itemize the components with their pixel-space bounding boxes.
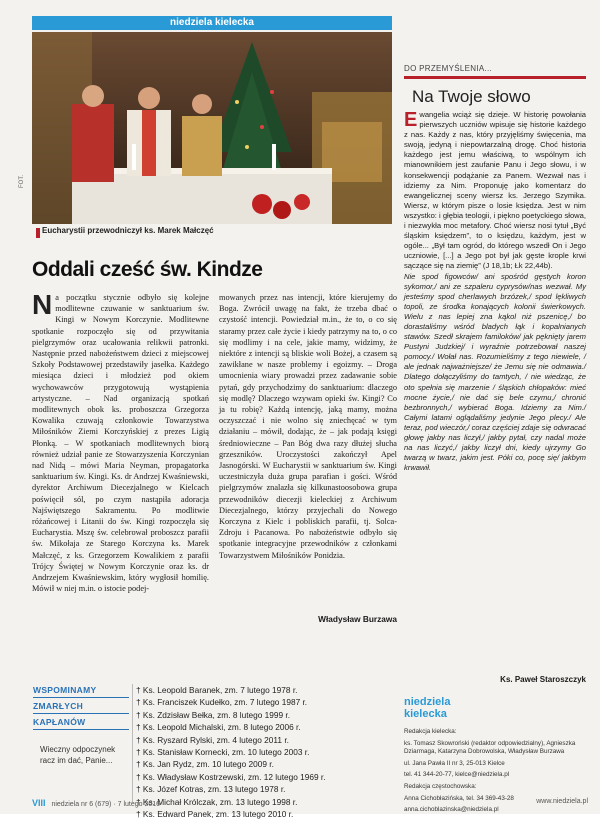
memorial-item: † Ks. Franciszek Kudełko, zm. 7 lutego 1987 r. [136,697,308,708]
memorial-heading-1: WSPOMINAMY [33,685,97,695]
memorial-item: † Ks. Michał Królczak, zm. 13 lutego 1998 r. [136,796,298,807]
memorial-item: † Ks. Leopold Baranek, zm. 7 lutego 1978 r. [136,685,298,695]
editorial-line: ul. Jana Pawła II nr 3, 25-013 Kielce [404,759,505,767]
poem-author: Ks. Paweł Staroszczyk [500,675,586,684]
memorial-item: † Ks. Stanisław Kornecki, zm. 10 lutego 2003 r. [136,747,310,758]
article-author: Władysław Burzawa [318,614,397,624]
page-footer [32,798,588,808]
photo-credit: FOT. [19,175,25,188]
memorial-rule [33,713,129,714]
sidebar-poem: Nie spod figowców/ ani spośród gęstych koron sykomor,/ ani ze szpaleru cyprysów/nas wezwał. My jesteśmy spod cherlawych brzózek,/ spod lękliwych topoli, ze środka konających kolonii świerkowych. Wielu z nas lepiej zna kąkol niż pszenicę,/ bo dorastaliśmy wśród bladych łąk i kopalnianych stawów. Szedł skrajem familoków/ jak pęknięty jarem Pustyni Judzkiej/ i wyraźnie potrzebował naszej pomocy./ Wołał nas. Rozumieliśmy z tego niewiele, / ale jednak najważniejsze/ że Jemu się nie odmawia./ Dlatego dołączyliśmy do tamtych, / nie wiedząc, że oto spełnia się marzenie / śląskich chłopaków: mieć mocne życie,/ nie dać się bele czymu,/ chronić bezbronnych,/ wybierać Boga. Idziemy za Nim./ Całymi latami oglądaliśmy jedynie Jego plecy./ Ale teraz, pod wieczór,/ coraz częściej zdaje się odwracać głowę jakby nas liczył,/ jakby pytał, czy nadal może na nas liczyć,/ jakby liczył dni, kiedy ujrzymy Go twarzą w twarz, jakim jest. Póki co, pocę się/ jakbym krwawił. [404,271,586,473]
memorial-item: † Ks. Władysław Kostrzewski, zm. 12 lutego 1969 r. [136,771,326,782]
memorial-heading-2: ZMARŁYCH [33,701,84,711]
sidebar-title: Na Twoje słowo [412,87,531,106]
photo-caption: Eucharystii przewodniczył ks. Marek Małczęć [42,226,214,235]
memorial-item: † Ks. Edward Panek, zm. 13 lutego 2010 r. [136,809,294,820]
editorial-line: Redakcja kielecka: [404,728,457,735]
page-number: VIII [32,798,46,808]
sidebar-body-text: wangelia wciąż się dzieje. W historię powołania pierwszych uczniów wpisuje się historie każdego z nas. Każdy z nas, który przyjęliśmy święcenia, ma swoją, jedyną i niepowtarzalną drogę. Choć historia każdego jest jemu właściwą, to wspólnym ich mianownikiem jest zaufanie Panu i Jego słowu, i w konsekwencji podążanie za Panem. Wezwał nas i idziemy za Nim. Proponuję jako komentarz do ewangelicznej sceny wiersz ks. Jerzego Szymika. Wiersz, w którym pisze o losie księdza. Jest w nim wszystko: i głębia teologii, i piękno poetyckiego słowa, i niezwykła moc metafory. Choć wiersz nosi tytuł „Być śląskim księdzem”, to o księdzu, każdym, jest w ogóle... „Był tam ogród, do którego wszedł On i Jego uczniowie, [...] a Jego pot był jak gęste krople krwi sączące się na ziemię” (J 18,1b; Łk 22,44b). [404,110,586,271]
memorial-divider [132,684,133,802]
editorial-logo-line-1: niedziela [404,696,451,708]
footer-website: www.niedziela.pl [536,798,588,805]
memorial-heading-3: KAPŁANÓW [33,717,86,727]
section-header: niedziela kielecka [32,16,392,30]
editorial-line: anna.cichoblazinska@niedziela.pl [404,806,499,814]
memorial-item: † Ks. Ryszard Rylski, zm. 4 lutego 2011 r. [136,734,289,745]
sidebar-dropcap: E [404,109,418,131]
editorial-line: ks. Tomasz Skowroński (redaktor odpowiedzialny), Agnieszka Dziarmaga, Katarzyna Dobrowolska, Władysław Burzawa [404,739,576,756]
footer-issue: niedziela nr 6 (679) · 7 lutego 2016 [51,801,161,808]
sidebar-rule [404,76,586,79]
editorial-logo [404,696,462,722]
sidebar-kicker: DO PRZEMYŚLENIA... [404,64,493,73]
article-headline: Oddali cześć św. Kindze [32,258,263,281]
memorial-note: Wieczny odpoczynek racz im dać, Panie... [40,745,116,765]
article-column-1-text: a początku stycznie odbyło się kolejne modlitewne czuwanie w sanktuarium św. Kingi w Nowym Korczynie. Modlitewne spotkanie rozpoczęło się od przywitania pielgrzymów oraz ucałowania relikwii patronki. Następnie przed nabożeństwem dzieci z miejscowej Szkoły Podstawowej przedstawiły jasełka. Każdego miesiąca dzieci i młodzież pod okiem wychowawców przygotowują wystąpienia artystyczne. – Nad organizacją spotkań modlitewnych obok ks. proboszcza Grzegorza Kowalika czuwają członkowie Towarzystwa Miłośników Ziemi Korczyńskiej z prezes Ligią Płonką. – W spotkaniach modlitewnych biorą również udział panie ze Stowarzyszenia Korczynian nad Nidą – mówi Maria Neyman, propagatorka sanktuarium św. Kingi. Ks. dr Andrzej Kwaśniewski, dyrektor Archiwum Diecezjalnego w Kielcach poświęcił sól, po czym nastąpiła adoracja Najświętszego Sakramentu. Po modlitwie różańcowej i Litanii do św. Kingi rozpoczęła się Eucharystia. Mszę św. celebrował proboszcz parafii św. Mikołaja ze Starego Korczyna ks. Marek Małczęć, z ks. Grzegorzem Kowalikiem z parafii Trójcy Świętej w Nowym Korczynie oraz ks. dr Andrzejem Kwaśniewskim, który wygłosił homilię. Mówił w niej m.in. o istocie podej- [32,293,209,594]
article-column-2-text: mowanych przez nas intencji, które kierujemy do Boga. Zwrócił uwagę na fakt, że trzeba dbać o czystość intencji. Powiedział m.in., że to, o co się staramy przez całe życie i kiedy patrzymy na to, o co się modlimy i na cele, jakie mamy, widzimy, że niektóre z intencji są bliskie woli Bożej, a czasem są zawikłane w nasze problemy i egoizmy. – Droga umocnienia wiary prowadzi przez zadawanie sobie pytań, gdy przychodzimy do sanktuarium: dlaczego się modlę? Dlaczego wzywam opieki św. Kingi? Co ja tu robię? Każdą intencję, jaką mamy, można oczyszczać i nie wolno się zniechęcać w tym działaniu – mówił, dodając, że – jak podają księgi średniowieczne – Pan Bóg dwa razy dłużej słucha grzeszników. Uroczystości zakończył Apel Jasnogórski. W Eucharystii w sanktuarium św. Kingi uczestniczyła duża grupa parafian i gości. Wśród pielgrzymów znalazła się kilkunastoosobowa grupa przewodników diecezji kieleckiej z Archiwum Diecezjalnego, którzy przyjechali do Nowego Korczyna z Kielc i pobliskich parafii, tj. Solca-Zdroju i Pacanowa. Po nabożeństwie odbyło się spotkanie integracyjne przewodników z członkami Towarzystwem Miłośników Ponidzia. [219,293,397,560]
sidebar-body [404,110,586,473]
memorial-heading [33,684,129,732]
memorial-item: † Ks. Leopold Michalski, zm. 8 lutego 2006 r. [136,722,301,733]
article-column-1 [32,289,209,594]
editorial-line: tel. 41 344-20-77, kielce@niedziela.pl [404,771,510,779]
editorial-line: Redakcja częstochowska: [404,782,477,790]
memorial-item: † Ks. Józef Kotras, zm. 13 lutego 1978 r. [136,784,286,795]
memorial-item: † Ks. Zdzisław Bełka, zm. 8 lutego 1999 r. [136,709,291,720]
memorial-rule [33,697,129,698]
article-column-2 [219,292,397,561]
mass-photo-illustration [32,32,392,224]
memorial-rule [33,729,129,730]
editorial-line: Anna Cichobłazińska, tel. 34 369-43-28 [404,794,514,802]
caption-marker [36,228,40,238]
mass-photo [32,32,392,224]
editorial-logo-line-2: kielecka [404,708,447,720]
article-dropcap: N [32,289,53,320]
memorial-item: † Ks. Jan Rydz, zm. 10 lutego 2009 r. [136,759,274,770]
